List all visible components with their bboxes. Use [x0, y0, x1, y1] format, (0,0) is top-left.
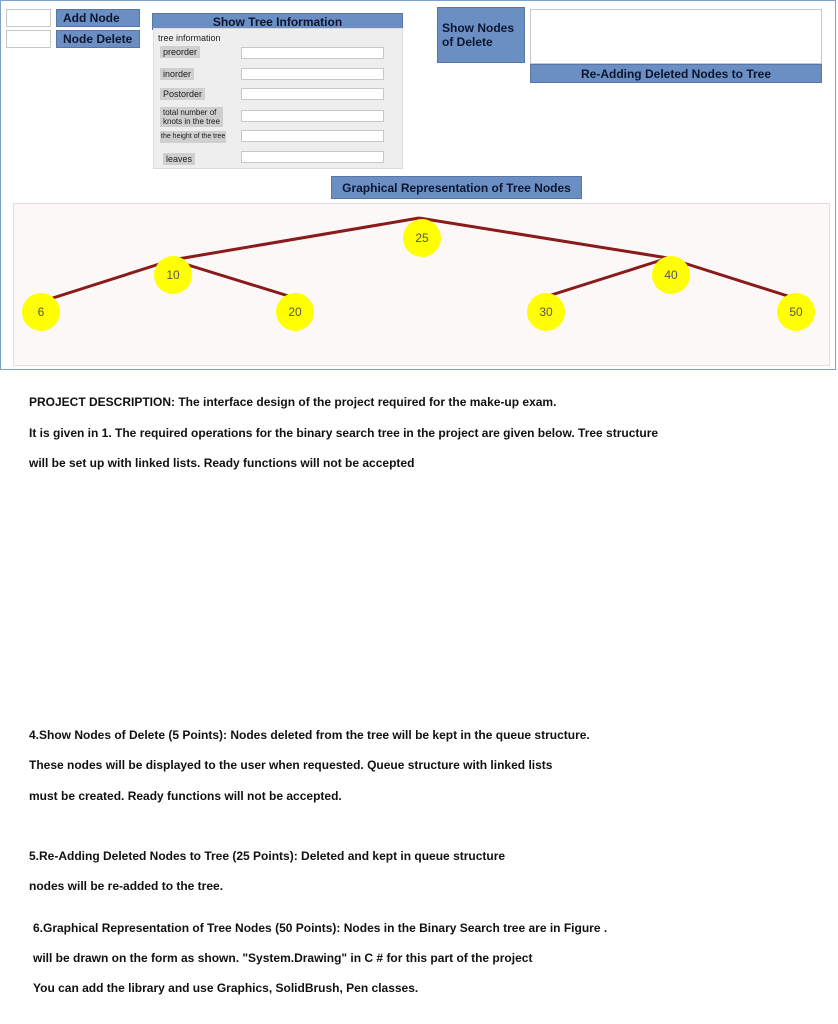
add-node-input[interactable]	[6, 9, 51, 27]
tree-information-group	[153, 28, 403, 169]
section-6-line-1: 6.Graphical Representation of Tree Nodes (50 Points): Nodes in the Binary Search tree are in Figure .	[33, 921, 608, 935]
preorder-field[interactable]	[241, 47, 384, 59]
height-label: the height of the tree	[160, 131, 226, 143]
inorder-label: inorder	[160, 68, 194, 80]
total-nodes-label-line1: total number of	[163, 108, 217, 117]
height-field[interactable]	[241, 130, 384, 142]
edge-25-40	[419, 218, 668, 258]
tree-node-50: 50	[777, 293, 815, 331]
show-nodes-of-delete-line1: Show Nodes	[442, 21, 515, 35]
inorder-field[interactable]	[241, 68, 384, 80]
edge-10-6	[34, 260, 172, 304]
section-4-line-2: These nodes will be displayed to the user when requested. Queue structure with linked lists	[29, 758, 553, 772]
section-6-line-3: You can add the library and use Graphics, SolidBrush, Pen classes.	[33, 981, 419, 995]
form-panel	[0, 0, 836, 370]
total-nodes-field[interactable]	[241, 110, 384, 122]
section-5-line-2: nodes will be re-added to the tree.	[29, 879, 224, 893]
description-line-3: will be set up with linked lists. Ready functions will not be accepted	[29, 456, 415, 470]
show-nodes-of-delete-line2: of Delete	[442, 35, 493, 49]
tree-node-10: 10	[154, 256, 192, 294]
section-6-line-2: will be drawn on the form as shown. "System.Drawing" in C # for this part of the project	[33, 951, 533, 965]
section-5-line-1: 5.Re-Adding Deleted Nodes to Tree (25 Points): Deleted and kept in queue structure	[29, 849, 506, 863]
description-line-1: PROJECT DESCRIPTION: The interface design of the project required for the make-up exam.	[29, 395, 557, 409]
re-adding-deleted-nodes-button[interactable]: Re-Adding Deleted Nodes to Tree	[530, 64, 822, 83]
postorder-field[interactable]	[241, 88, 384, 100]
tree-information-caption: tree information	[158, 33, 221, 43]
tree-node-6: 6	[22, 293, 60, 331]
preorder-label: preorder	[160, 46, 200, 58]
section-4-line-3: must be created. Ready functions will not be accepted.	[29, 789, 342, 803]
total-nodes-label-line2: knots in the tree	[163, 117, 220, 126]
description-line-2: It is given in 1. The required operations for the binary search tree in the project are given below. Tree structure	[29, 426, 659, 440]
edge-40-30	[545, 258, 668, 297]
deleted-nodes-textbox[interactable]	[530, 9, 822, 64]
delete-node-input[interactable]	[6, 30, 51, 48]
tree-drawing-canvas	[13, 203, 830, 366]
total-nodes-label	[160, 107, 223, 127]
tree-node-30: 30	[527, 293, 565, 331]
tree-node-40: 40	[652, 256, 690, 294]
leaves-label: leaves	[163, 153, 195, 165]
node-delete-button[interactable]: Node Delete	[56, 30, 140, 48]
tree-node-20: 20	[276, 293, 314, 331]
show-nodes-of-delete-button[interactable]	[437, 7, 525, 63]
show-tree-information-button[interactable]: Show Tree Information	[152, 13, 403, 30]
graphical-representation-button[interactable]: Graphical Representation of Tree Nodes	[331, 176, 582, 199]
leaves-field[interactable]	[241, 151, 384, 163]
tree-node-25: 25	[403, 219, 441, 257]
add-node-button[interactable]: Add Node	[56, 9, 140, 27]
postorder-label: Postorder	[160, 88, 205, 100]
section-4-line-1: 4.Show Nodes of Delete (5 Points): Nodes deleted from the tree will be kept in the queue structure.	[29, 728, 590, 742]
edge-25-10	[172, 218, 419, 260]
